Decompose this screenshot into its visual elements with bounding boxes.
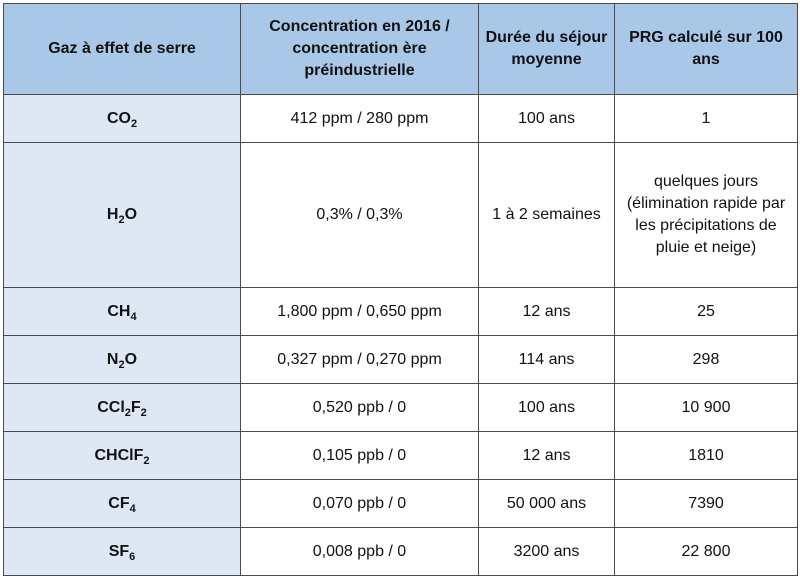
concentration-cell: 0,070 ppb / 0 bbox=[241, 480, 479, 528]
formula-subscript: 2 bbox=[118, 358, 125, 371]
concentration-cell: 0,327 ppm / 0,270 ppm bbox=[241, 336, 479, 384]
residence-cell: 50 000 ans bbox=[479, 480, 615, 528]
gas-formula: $CH_4$ bbox=[4, 288, 241, 336]
gas-formula: $SF_6$ bbox=[4, 528, 241, 576]
header-residence-time: Durée du séjour moyenne bbox=[479, 4, 615, 95]
header-gas: Gaz à effet de serre bbox=[4, 4, 241, 95]
table-row bbox=[4, 480, 798, 528]
header-prg: PRG calculé sur 100 ans bbox=[615, 4, 798, 95]
prg-cell: 10 900 bbox=[615, 384, 798, 432]
formula-subscript: 6 bbox=[129, 550, 136, 563]
header-row bbox=[4, 4, 798, 95]
concentration-cell: 0,008 ppb / 0 bbox=[241, 528, 479, 576]
prg-cell: 1810 bbox=[615, 432, 798, 480]
gas-formula: CHClF$_2$ bbox=[4, 432, 241, 480]
concentration-cell: 0,3% / 0,3% bbox=[241, 143, 479, 288]
gas-formula: $H_2O$ bbox=[4, 143, 241, 288]
gas-formula: $CF_4$ bbox=[4, 480, 241, 528]
formula-subscript: 2 bbox=[140, 406, 147, 419]
residence-cell: 100 ans bbox=[479, 384, 615, 432]
formula-subscript: 2 bbox=[118, 214, 125, 226]
prg-cell: 25 bbox=[615, 288, 798, 336]
residence-cell: 100 ans bbox=[479, 95, 615, 143]
residence-cell: 114 ans bbox=[479, 336, 615, 384]
formula-subscript: 4 bbox=[130, 310, 137, 323]
prg-cell: 298 bbox=[615, 336, 798, 384]
residence-cell: 12 ans bbox=[479, 288, 615, 336]
greenhouse-gas-table bbox=[3, 3, 798, 576]
table-row bbox=[4, 528, 798, 576]
residence-cell: 3200 ans bbox=[479, 528, 615, 576]
prg-cell: 7390 bbox=[615, 480, 798, 528]
table-row bbox=[4, 336, 798, 384]
gas-formula: $N_2O$ bbox=[4, 336, 241, 384]
gas-formula: $CCl_2F_2$ bbox=[4, 384, 241, 432]
prg-cell: 22 800 bbox=[615, 528, 798, 576]
formula-subscript: 2 bbox=[130, 117, 138, 130]
formula-subscript: 2 bbox=[143, 454, 150, 467]
header-concentration: Concentration en 2016 / concentration ère préindustrielle bbox=[241, 4, 479, 95]
prg-cell: 1 bbox=[615, 95, 798, 143]
concentration-cell: 0,105 ppb / 0 bbox=[241, 432, 479, 480]
table-row bbox=[4, 432, 798, 480]
table-row bbox=[4, 95, 798, 143]
table-row bbox=[4, 384, 798, 432]
formula-subscript: 4 bbox=[129, 502, 136, 515]
concentration-cell: 0,520 ppb / 0 bbox=[241, 384, 479, 432]
residence-cell: 12 ans bbox=[479, 432, 615, 480]
residence-cell: 1 à 2 semaines bbox=[479, 143, 615, 288]
gas-formula: $CO_2$ bbox=[4, 95, 241, 143]
table-row bbox=[4, 143, 798, 288]
prg-cell: quelques jours (élimination rapide par les précipitations de pluie et neige) bbox=[615, 143, 798, 288]
concentration-cell: 1,800 ppm / 0,650 ppm bbox=[241, 288, 479, 336]
formula-subscript: 2 bbox=[124, 406, 131, 419]
concentration-cell: 412 ppm / 280 ppm bbox=[241, 95, 479, 143]
table-row bbox=[4, 288, 798, 336]
